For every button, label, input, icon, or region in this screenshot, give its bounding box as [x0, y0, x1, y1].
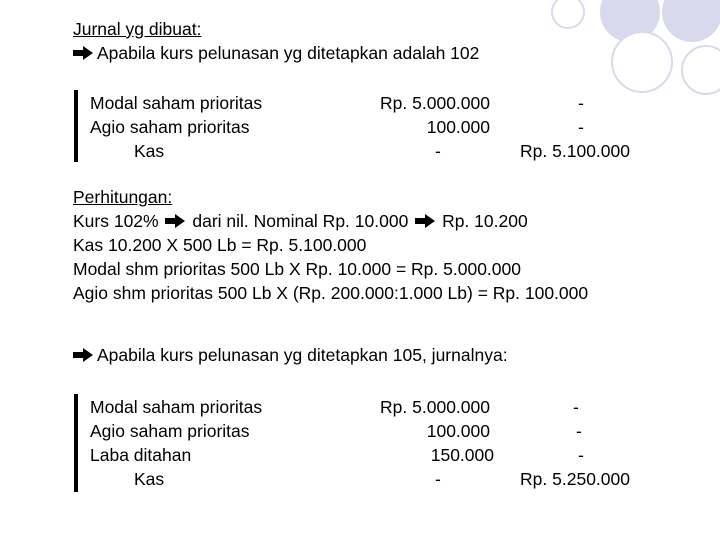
calculation-line-modal: Modal shm prioritas 500 Lb X Rp. 10.000 = Rp. 5.000.000 [73, 259, 521, 279]
journal2-credit: - [573, 397, 579, 417]
journal2-debit: 150.000 [430, 445, 494, 465]
arrow-right-icon [415, 214, 435, 228]
journal1-account: Agio saham prioritas [90, 117, 250, 137]
journal2-credit: - [578, 445, 584, 465]
journal1-debit: - [435, 141, 441, 161]
journal1-credit: - [578, 117, 584, 137]
journal1-credit: Rp. 5.100.000 [520, 141, 630, 161]
journal1-account: Kas [134, 141, 165, 161]
decorative-circles [550, 0, 720, 100]
journal-heading: Jurnal yg dibuat: [73, 19, 202, 39]
decorative-circle [662, 0, 720, 42]
arrow-right-icon [73, 46, 93, 60]
bullet-kurs-102 [73, 42, 479, 64]
calc-kurs-text: Kurs 102% [73, 211, 159, 231]
calc-nominal-text: dari nil. Nominal Rp. 10.000 [192, 211, 409, 231]
decorative-circle [612, 32, 672, 92]
journal2-account: Laba ditahan [90, 445, 192, 465]
calc-result-text: Rp. 10.200 [442, 211, 528, 231]
arrow-right-icon [73, 348, 93, 362]
journal-bracket [74, 90, 78, 162]
journal2-credit: - [576, 421, 582, 441]
journal1-account: Modal saham prioritas [90, 93, 263, 113]
journal2-credit: Rp. 5.250.000 [520, 469, 630, 489]
bullet-text: Apabila kurs pelunasan yg ditetapkan adalah 102 [97, 43, 480, 63]
journal2-debit: - [435, 469, 441, 489]
journal2-account: Modal saham prioritas [90, 397, 263, 417]
calculation-line-agio: Agio shm prioritas 500 Lb X (Rp. 200.000:1.000 Lb) = Rp. 100.000 [73, 283, 589, 303]
bullet-text: Apabila kurs pelunasan yg ditetapkan 105, jurnalnya: [97, 345, 508, 365]
decorative-circle [552, 0, 584, 28]
calculation-line-kas: Kas 10.200 X 500 Lb = Rp. 5.100.000 [73, 235, 367, 255]
bullet-kurs-105 [73, 344, 508, 366]
journal1-credit: - [578, 93, 584, 113]
calculation-line-kurs [73, 210, 528, 232]
journal2-debit: 100.000 [426, 421, 490, 441]
decorative-circle [682, 46, 720, 94]
journal1-debit: 100.000 [426, 117, 490, 137]
journal-bracket [74, 394, 78, 492]
journal2-account: Kas [134, 469, 165, 489]
journal2-account: Agio saham prioritas [90, 421, 250, 441]
journal2-debit: Rp. 5.000.000 [380, 397, 490, 417]
calculation-heading: Perhitungan: [73, 187, 173, 207]
arrow-right-icon [165, 214, 185, 228]
journal1-debit: Rp. 5.000.000 [380, 93, 490, 113]
